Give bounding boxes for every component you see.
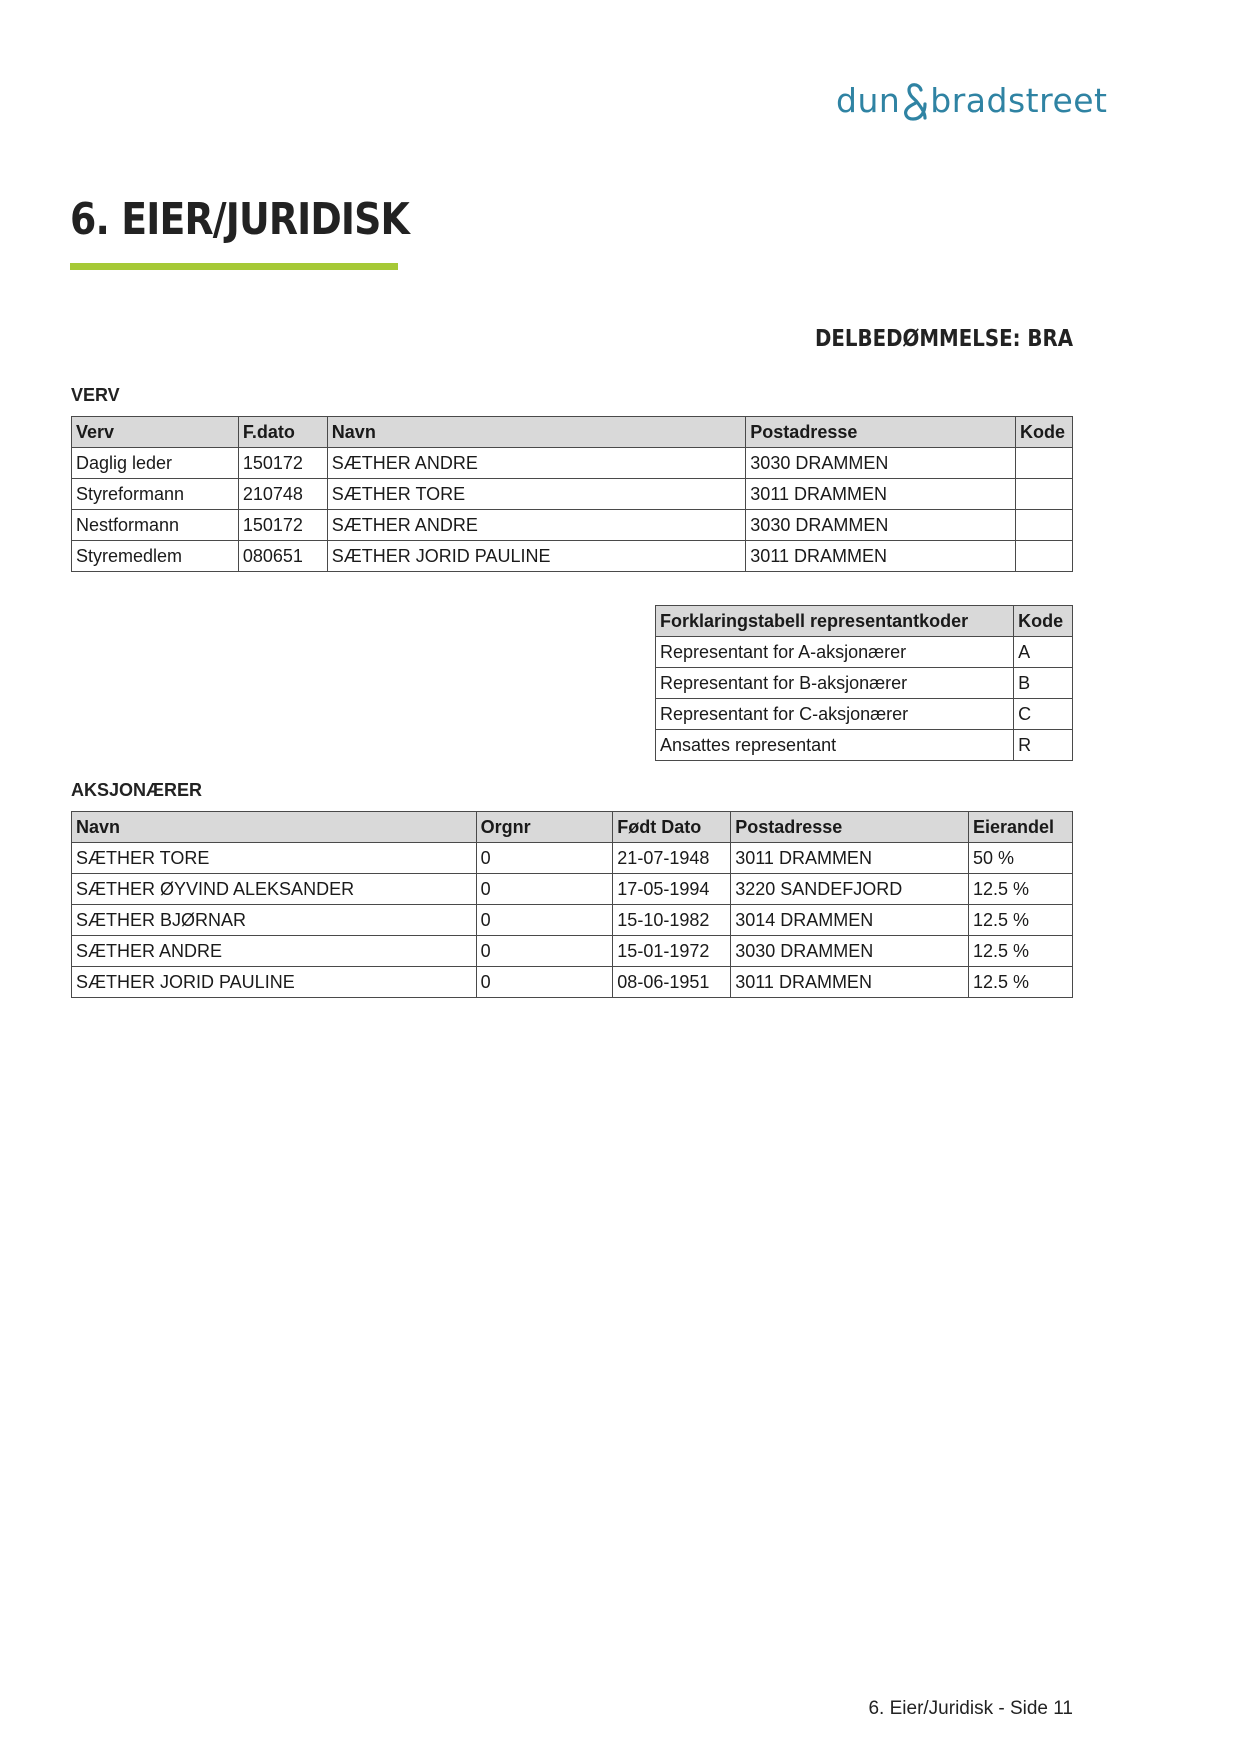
table-row [72,967,1073,998]
column-header: Navn [72,812,477,843]
table-cell: 3030 DRAMMEN [746,448,1016,479]
table-cell: 0 [476,936,613,967]
page-title: 6. EIER/JURIDISK [70,194,409,245]
table-cell: B [1014,668,1073,699]
table-cell: 50 % [969,843,1073,874]
column-header: Postadresse [731,812,969,843]
table-cell: 3011 DRAMMEN [746,541,1016,572]
table-cell: SÆTHER ANDRE [327,510,746,541]
column-header: Verv [72,417,239,448]
table-cell: Daglig leder [72,448,239,479]
table-cell: C [1014,699,1073,730]
table-cell: 12.5 % [969,967,1073,998]
table-cell [1015,479,1072,510]
table-cell: 080651 [238,541,327,572]
aksjonaerer-label: AKSJONÆRER [71,780,203,800]
table-cell: 3220 SANDEFJORD [731,874,969,905]
table-cell: 0 [476,874,613,905]
column-header: Kode [1015,417,1072,448]
table-cell: SÆTHER ANDRE [72,936,477,967]
table-cell: 3030 DRAMMEN [746,510,1016,541]
table-cell: SÆTHER ANDRE [327,448,746,479]
table-cell: 0 [476,843,613,874]
table-cell: 21-07-1948 [613,843,731,874]
table-cell: Representant for A-aksjonærer [656,637,1014,668]
verv-label: VERV [71,385,120,405]
table-cell: 3014 DRAMMEN [731,905,969,936]
table-cell: 150172 [238,510,327,541]
table-header-row [72,417,1073,448]
table-cell: A [1014,637,1073,668]
table-cell: 0 [476,967,613,998]
table-cell [1015,510,1072,541]
column-header: Navn [327,417,746,448]
table-row [72,448,1073,479]
column-header: F.dato [238,417,327,448]
table-cell: SÆTHER TORE [72,843,477,874]
logo-text-dun: dun [836,81,901,120]
column-header: Forklaringstabell representantkoder [656,606,1014,637]
logo-text-bradstreet: bradstreet [930,81,1108,120]
table-row [656,699,1073,730]
table-cell: Styreformann [72,479,239,510]
table-row [72,874,1073,905]
table-cell: SÆTHER JORID PAULINE [327,541,746,572]
shareholders-table [71,811,1073,998]
table-cell: Ansattes representant [656,730,1014,761]
table-cell: Representant for B-aksjonærer [656,668,1014,699]
table-cell: 3011 DRAMMEN [731,967,969,998]
verv-table [71,416,1073,572]
table-cell: 150172 [238,448,327,479]
table-cell: SÆTHER TORE [327,479,746,510]
table-row [72,479,1073,510]
table-cell: 12.5 % [969,874,1073,905]
table-row [72,510,1073,541]
column-header: Eierandel [969,812,1073,843]
table-cell [1015,448,1072,479]
representative-codes-table [655,605,1073,761]
ampersand-icon [901,80,929,122]
column-header: Orgnr [476,812,613,843]
table-cell: 08-06-1951 [613,967,731,998]
page-footer: 6. Eier/Juridisk - Side 11 [868,1698,1073,1719]
table-cell [1015,541,1072,572]
table-cell: 15-01-1972 [613,936,731,967]
table-cell: Styremedlem [72,541,239,572]
column-header: Født Dato [613,812,731,843]
table-row [656,668,1073,699]
column-header: Kode [1014,606,1073,637]
table-cell: 0 [476,905,613,936]
table-cell: 3011 DRAMMEN [746,479,1016,510]
table-cell: Representant for C-aksjonærer [656,699,1014,730]
table-cell: 12.5 % [969,936,1073,967]
table-row [656,730,1073,761]
table-row [72,541,1073,572]
table-cell: 210748 [238,479,327,510]
table-row [72,905,1073,936]
table-cell: SÆTHER BJØRNAR [72,905,477,936]
column-header: Postadresse [746,417,1016,448]
table-cell: SÆTHER JORID PAULINE [72,967,477,998]
table-row [72,936,1073,967]
table-row [656,637,1073,668]
dnb-logo [836,80,1107,122]
table-cell: Nestformann [72,510,239,541]
table-header-row [72,812,1073,843]
table-cell: 15-10-1982 [613,905,731,936]
table-row [72,843,1073,874]
sub-rating: DELBEDØMMELSE: BRA [814,326,1073,352]
table-cell: SÆTHER ØYVIND ALEKSANDER [72,874,477,905]
table-cell: 3030 DRAMMEN [731,936,969,967]
table-cell: R [1014,730,1073,761]
table-cell: 17-05-1994 [613,874,731,905]
table-cell: 12.5 % [969,905,1073,936]
table-cell: 3011 DRAMMEN [731,843,969,874]
table-header-row [656,606,1073,637]
title-accent-bar [70,263,398,270]
